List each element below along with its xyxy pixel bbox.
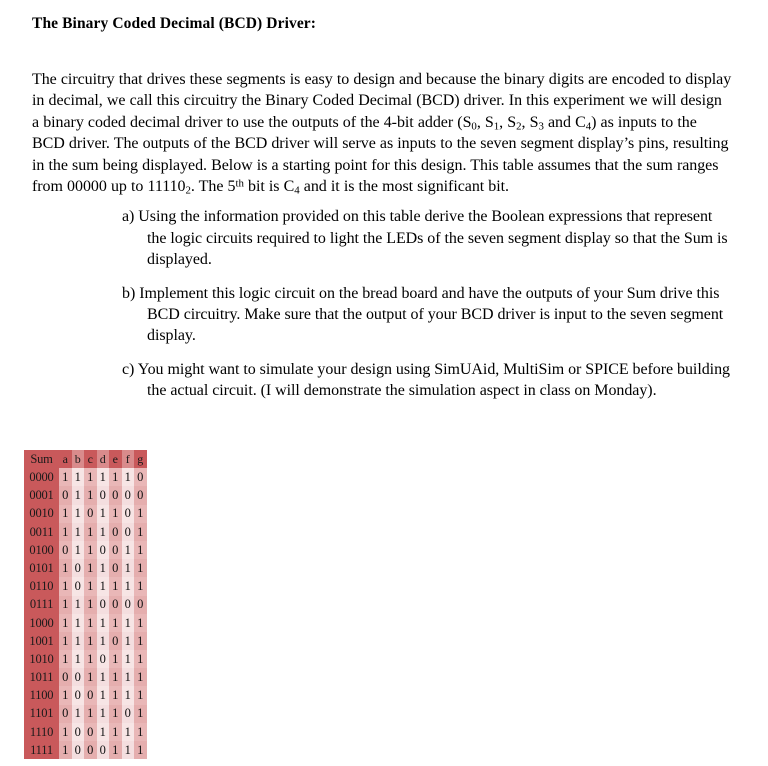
truth-table-sum-value: 0100 [24,541,59,559]
truth-table-bit-g: 1 [134,741,147,759]
truth-table-bit-g: 1 [134,577,147,595]
truth-table-bit-e: 1 [109,705,122,723]
truth-table-bit-d: 0 [97,541,110,559]
truth-table-bit-g: 0 [134,596,147,614]
truth-table-bit-c: 0 [84,505,97,523]
truth-table-bit-g: 1 [134,686,147,704]
truth-table-sum-value: 1010 [24,650,59,668]
truth-table-sum-value: 0111 [24,596,59,614]
table-row [24,559,147,577]
truth-table-bit-g: 1 [134,541,147,559]
truth-table-bit-b: 1 [72,705,85,723]
truth-table-header-e: e [109,450,122,468]
intro-text-part-4: , S [521,113,539,131]
truth-table-bit-g: 1 [134,723,147,741]
truth-table-bit-a: 0 [59,541,72,559]
truth-table-bit-c: 0 [84,686,97,704]
truth-table-header-row [24,450,147,468]
truth-table-bit-a: 1 [59,577,72,595]
truth-table-header-f: f [122,450,135,468]
truth-table-bit-d: 0 [97,596,110,614]
truth-table-bit-f: 1 [122,741,135,759]
truth-table-bit-b: 0 [72,723,85,741]
truth-table-sum-value: 1011 [24,668,59,686]
truth-table-bit-d: 0 [97,741,110,759]
truth-table-bit-e: 1 [109,650,122,668]
truth-table-sum-value: 1110 [24,723,59,741]
truth-table-bit-a: 1 [59,523,72,541]
truth-table-bit-e: 1 [109,614,122,632]
truth-table-sum-value: 1001 [24,632,59,650]
truth-table-bit-f: 1 [122,632,135,650]
truth-table-bit-d: 1 [97,523,110,541]
superscript-th: th [235,177,244,190]
table-row [24,614,147,632]
truth-table-bit-c: 0 [84,741,97,759]
task-item-a [32,206,732,270]
table-row [24,505,147,523]
truth-table-bit-f: 0 [122,486,135,504]
truth-table-header-d: d [97,450,110,468]
truth-table-bit-g: 1 [134,523,147,541]
truth-table-bit-e: 1 [109,577,122,595]
truth-table-bit-e: 0 [109,559,122,577]
truth-table-bit-a: 0 [59,705,72,723]
truth-table-sum-value: 1111 [24,741,59,759]
truth-table-bit-f: 1 [122,577,135,595]
table-row [24,468,147,486]
truth-table-bit-b: 0 [72,559,85,577]
truth-table-bit-f: 1 [122,541,135,559]
truth-table-bit-b: 1 [72,650,85,668]
task-item-c [32,359,732,402]
table-row [24,705,147,723]
truth-table-bit-c: 1 [84,632,97,650]
truth-table-bit-e: 0 [109,632,122,650]
truth-table-bit-c: 1 [84,705,97,723]
truth-table-sum-value: 0110 [24,577,59,595]
task-text-c: You might want to simulate your design using SimUAid, MultiSim or SPICE before building the actual circuit. (I will demonstrate the simulation aspect in class on Monday). [137,360,730,400]
truth-table-bit-e: 0 [109,541,122,559]
truth-table-bit-c: 1 [84,596,97,614]
truth-table-bit-d: 1 [97,614,110,632]
truth-table-bit-b: 1 [72,505,85,523]
truth-table-sum-value: 0000 [24,468,59,486]
truth-table-sum-value: 1100 [24,686,59,704]
intro-text-part-7: . The 5 [190,178,236,196]
task-text-a: Using the information provided on this table derive the Boolean expressions that represent the logic circuits required to light the LEDs of the seven segment display so that the Sum is displayed. [138,208,728,269]
truth-table-bit-a: 0 [59,486,72,504]
truth-table-bit-d: 1 [97,668,110,686]
intro-text-part-1: The circuitry that drives these segments is easy to design and because the binary digits are encoded to display in decimal, we call this circuitry the Binary Coded Decimal (BCD) driver. In this experiment we will design a binary coded decimal driver to use the outputs of the 4-bit adder (S [32,71,732,131]
truth-table-sum-value: 1101 [24,705,59,723]
truth-table-sum-value: 1000 [24,614,59,632]
truth-table-bit-f: 1 [122,686,135,704]
truth-table-bit-e: 0 [109,523,122,541]
truth-table-bit-g: 1 [134,505,147,523]
truth-table-bit-a: 1 [59,468,72,486]
truth-table-header-sum: Sum [24,450,59,468]
intro-paragraph [32,69,732,197]
truth-table-bit-a: 1 [59,650,72,668]
intro-text-part-6: ) as inputs to the BCD driver. The outputs of the BCD driver will serve as inputs to the seven segment display’s pins, resulting in the sum being displayed. Below is a starting point for this design. This table assumes that the sum ranges from 00000 up to 11110 [32,113,729,196]
table-row [24,686,147,704]
truth-table-bit-b: 0 [72,741,85,759]
truth-table-bit-e: 1 [109,668,122,686]
truth-table-bit-e: 1 [109,505,122,523]
subscript-s1: 1 [493,120,500,133]
truth-table-bit-b: 0 [72,686,85,704]
truth-table-bit-g: 1 [134,559,147,577]
table-row [24,741,147,759]
truth-table-bit-g: 1 [134,614,147,632]
truth-table-bit-b: 1 [72,632,85,650]
truth-table-bit-g: 1 [134,668,147,686]
truth-table-bit-d: 1 [97,468,110,486]
truth-table-bit-c: 1 [84,486,97,504]
truth-table-sum-value: 0001 [24,486,59,504]
truth-table-bit-c: 1 [84,468,97,486]
truth-table-bit-c: 1 [84,523,97,541]
truth-table-sum-value: 0011 [24,523,59,541]
truth-table-bit-a: 1 [59,596,72,614]
truth-table-bit-g: 1 [134,650,147,668]
truth-table-container [24,450,147,759]
task-marker-a: a) [122,208,135,226]
truth-table-bit-f: 1 [122,668,135,686]
title-body-gap [32,34,732,69]
truth-table-bit-c: 1 [84,541,97,559]
truth-table-bit-f: 0 [122,705,135,723]
truth-table-bit-e: 1 [109,468,122,486]
table-row [24,577,147,595]
truth-table-bit-d: 1 [97,505,110,523]
truth-table-bit-g: 0 [134,468,147,486]
table-row [24,668,147,686]
truth-table-bit-e: 0 [109,596,122,614]
subscript-s0: 0 [471,120,477,133]
truth-table-bit-d: 1 [97,705,110,723]
intro-text-part-8: bit is C [243,178,295,196]
truth-table-bit-c: 1 [84,650,97,668]
truth-table-bit-d: 0 [97,650,110,668]
table-row [24,650,147,668]
task-item-b [32,283,732,347]
truth-table-bit-f: 0 [122,523,135,541]
subscript-base-2: 2 [185,184,191,197]
truth-table-bit-e: 1 [109,723,122,741]
intro-text-part-9: and it is the most significant bit. [299,178,509,196]
truth-table-bit-a: 1 [59,614,72,632]
truth-table-bit-b: 1 [72,468,85,486]
truth-table-bit-b: 1 [72,486,85,504]
table-row [24,632,147,650]
truth-table-bit-c: 1 [84,614,97,632]
truth-table-bit-b: 0 [72,577,85,595]
page-title: The Binary Coded Decimal (BCD) Driver: [32,15,317,32]
truth-table-bit-f: 0 [122,505,135,523]
truth-table-bit-d: 1 [97,723,110,741]
truth-table-bit-g: 1 [134,705,147,723]
table-row [24,541,147,559]
bcd-truth-table [24,450,147,759]
truth-table-bit-a: 1 [59,632,72,650]
subscript-c4-second: 4 [294,184,300,197]
task-marker-c: c) [122,360,135,378]
intro-text-part-3: , S [499,113,517,131]
task-list [32,206,732,401]
truth-table-bit-b: 1 [72,614,85,632]
truth-table-bit-f: 1 [122,559,135,577]
body-list-gap [32,197,732,206]
truth-table-bit-b: 0 [72,668,85,686]
truth-table-bit-f: 1 [122,614,135,632]
truth-table-bit-b: 1 [72,596,85,614]
task-text-b: Implement this logic circuit on the bread board and have the outputs of your Sum drive this BCD circuitry. Make sure that the output of your BCD driver is input to the seven segment display. [139,284,724,345]
truth-table-header [24,450,147,468]
truth-table-bit-a: 0 [59,668,72,686]
truth-table-bit-a: 1 [59,723,72,741]
truth-table-bit-c: 1 [84,668,97,686]
truth-table-bit-f: 1 [122,468,135,486]
table-row [24,523,147,541]
truth-table-bit-g: 1 [134,632,147,650]
truth-table-bit-a: 1 [59,686,72,704]
truth-table-bit-d: 1 [97,577,110,595]
truth-table-bit-d: 1 [97,559,110,577]
truth-table-bit-c: 1 [84,559,97,577]
subscript-s3: 3 [538,120,544,133]
truth-table-bit-b: 1 [72,541,85,559]
truth-table-header-c: c [84,450,97,468]
truth-table-bit-a: 1 [59,505,72,523]
truth-table-sum-value: 0010 [24,505,59,523]
truth-table-bit-e: 1 [109,686,122,704]
truth-table-bit-f: 0 [122,596,135,614]
truth-table-bit-g: 0 [134,486,147,504]
truth-table-header-b: b [72,450,85,468]
table-row [24,596,147,614]
table-row [24,723,147,741]
truth-table-bit-d: 0 [97,486,110,504]
truth-table-bit-a: 1 [59,741,72,759]
truth-table-bit-b: 1 [72,523,85,541]
subscript-c4: 4 [585,120,592,133]
truth-table-bit-d: 1 [97,686,110,704]
truth-table-bit-d: 1 [97,632,110,650]
truth-table-bit-e: 1 [109,741,122,759]
task-marker-b: b) [122,284,136,302]
truth-table-bit-f: 1 [122,650,135,668]
truth-table-body [24,468,147,759]
truth-table-bit-c: 1 [84,577,97,595]
subscript-s2: 2 [516,120,522,133]
truth-table-bit-a: 1 [59,559,72,577]
truth-table-header-a: a [59,450,72,468]
truth-table-bit-c: 0 [84,723,97,741]
truth-table-sum-value: 0101 [24,559,59,577]
intro-text-part-2: , S [476,113,494,131]
truth-table-bit-f: 1 [122,723,135,741]
table-row [24,486,147,504]
truth-table-header-g: g [134,450,147,468]
intro-text-part-5: and C [543,113,586,131]
truth-table-bit-e: 0 [109,486,122,504]
